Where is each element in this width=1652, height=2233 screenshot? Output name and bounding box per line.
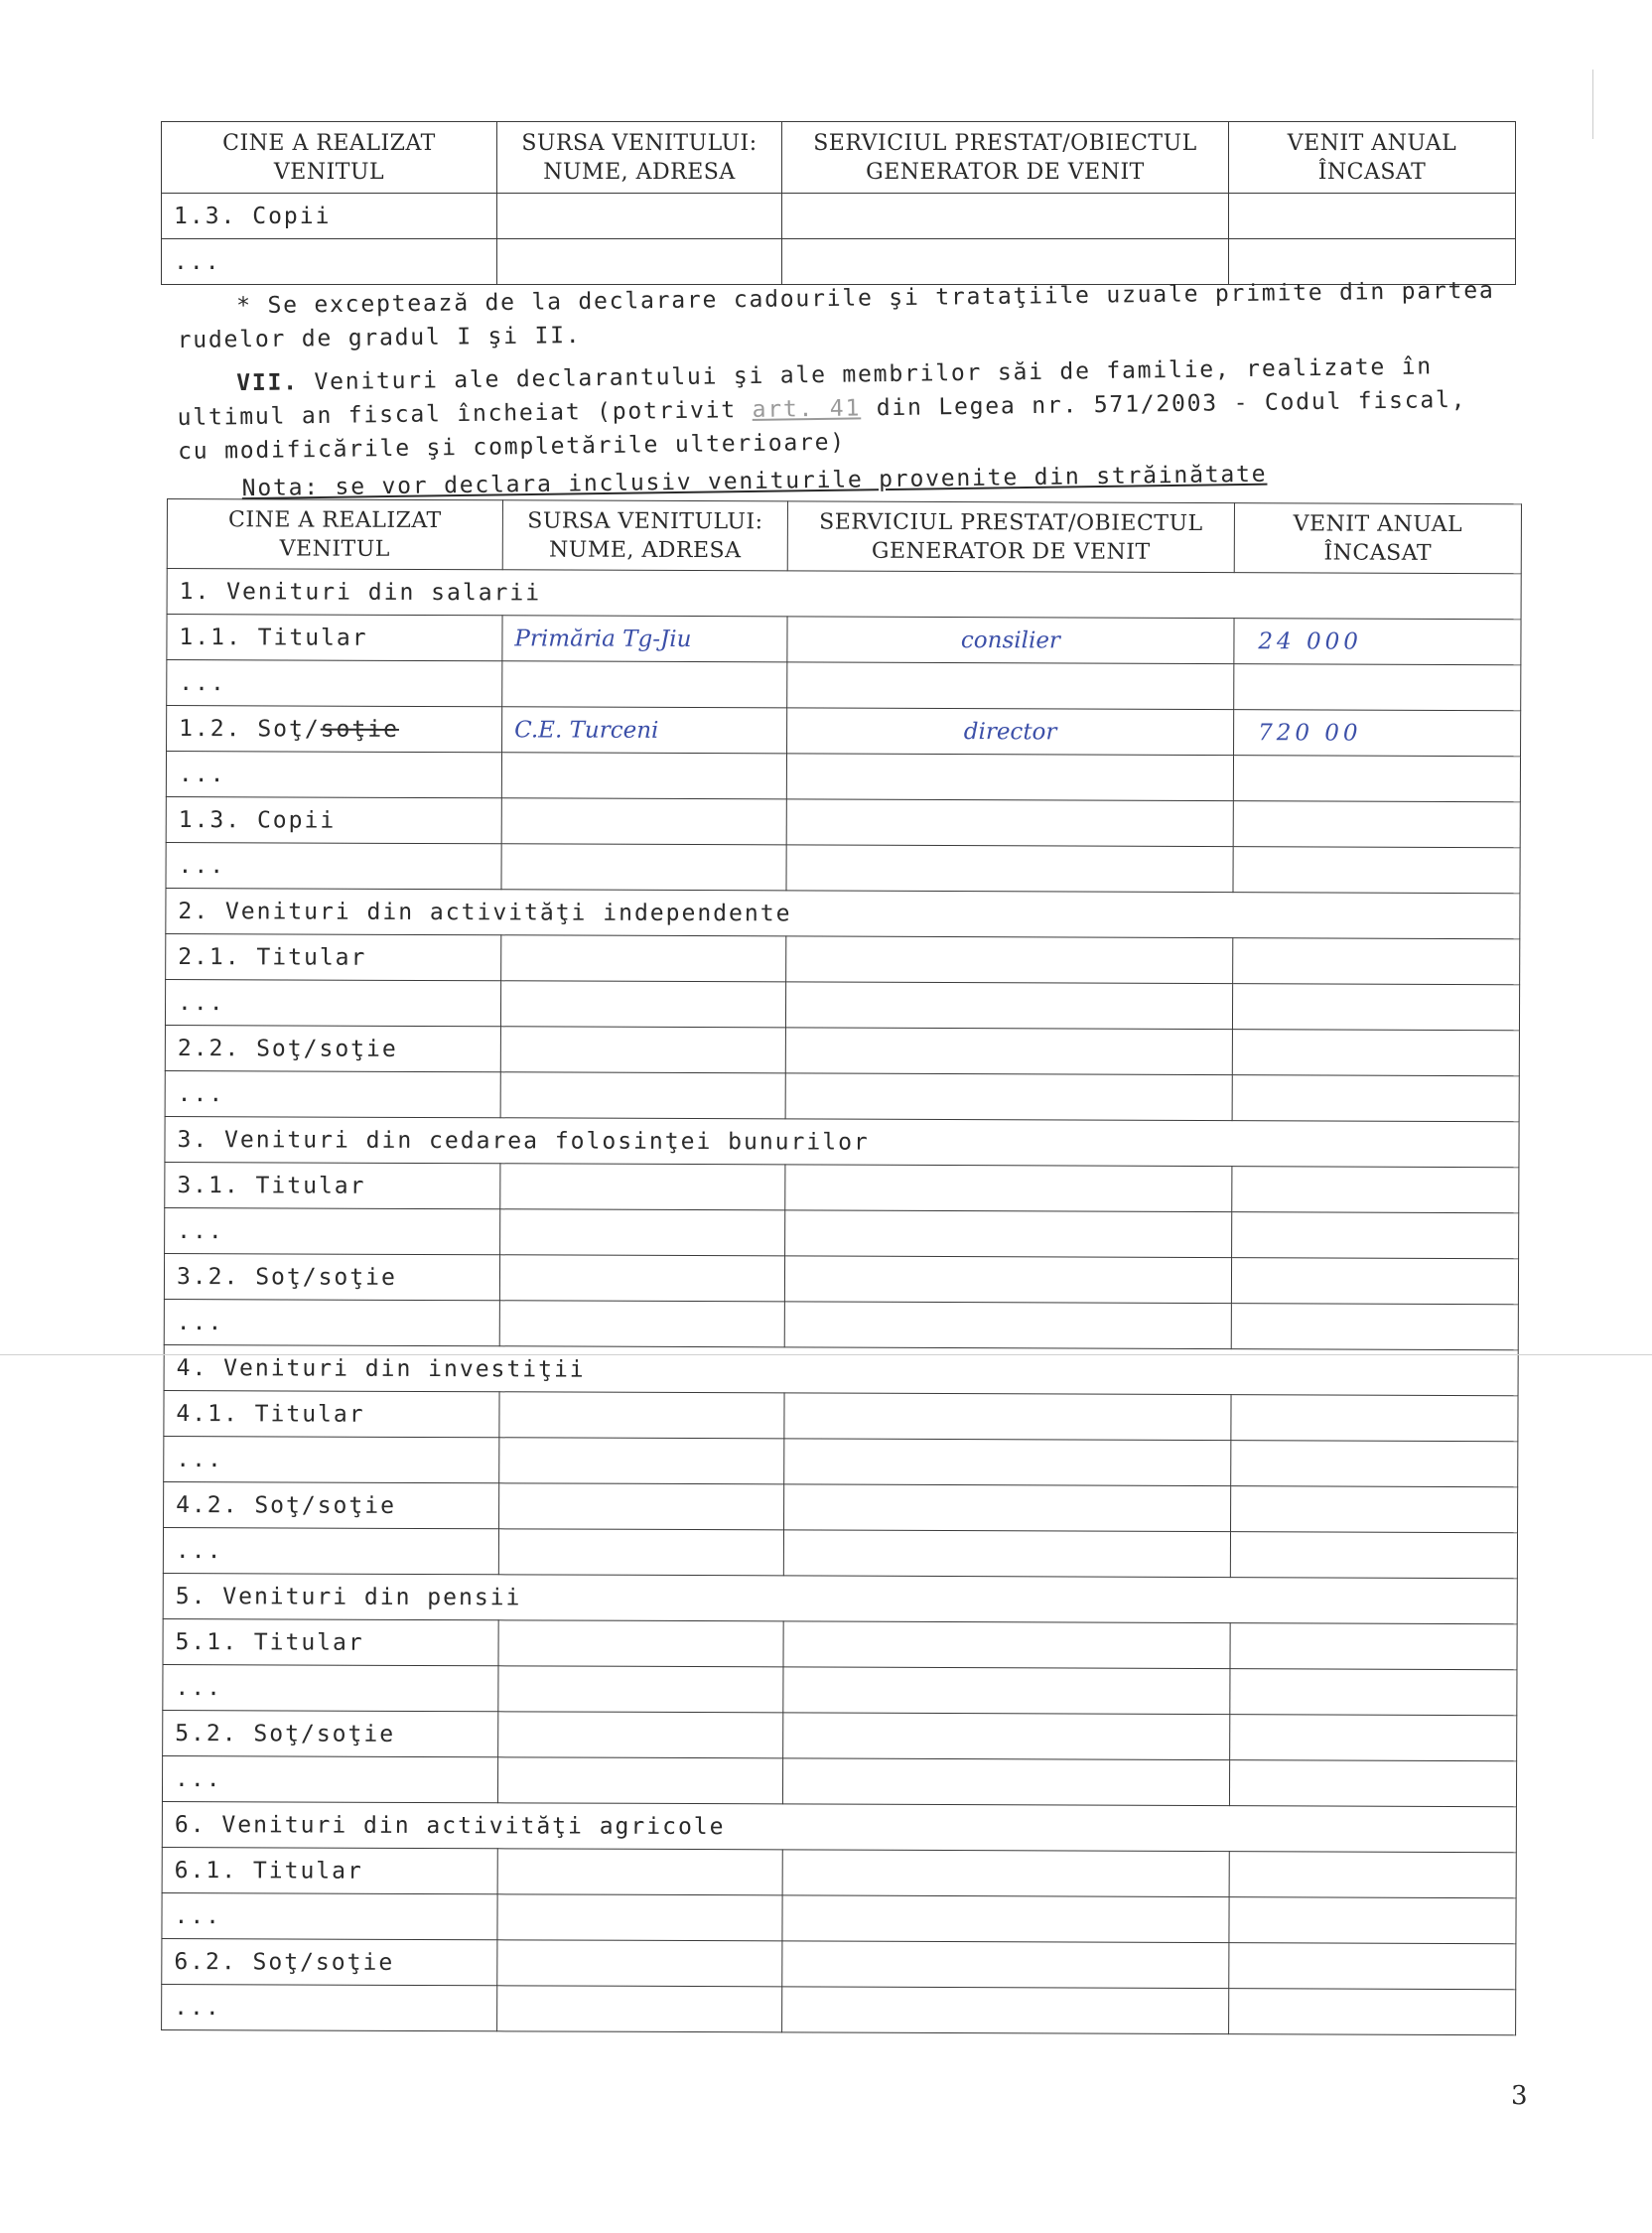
service-cell [785, 1028, 1232, 1075]
row-label-spouse: 6.2. Soţ/soţie [162, 1938, 497, 1985]
header-who: CINE A REALIZAT VENITUL [162, 122, 497, 194]
fiscal-code-article-link[interactable]: art. 41 [752, 395, 862, 423]
service-cell [784, 1302, 1231, 1349]
section-title-line-2b: din Legea nr. 571/2003 - Codul fiscal, [860, 386, 1467, 422]
amount-cell [1232, 1212, 1519, 1259]
section-title-property-use: 3. Venituri din cedarea folosinţei bunurilor [165, 1116, 1519, 1167]
amount-cell [1230, 1669, 1517, 1716]
service-cell [785, 1165, 1232, 1212]
source-cell [498, 1712, 783, 1758]
source-cell [500, 1209, 785, 1256]
amount-cell [1229, 194, 1516, 239]
header-amount: VENIT ANUAL ÎNCASAT [1234, 503, 1521, 574]
source-cell [497, 239, 782, 285]
source-cell [500, 1072, 785, 1119]
amount-cell [1231, 1395, 1518, 1442]
amount-cell [1229, 1989, 1516, 2035]
header-amount: VENIT ANUAL ÎNCASAT [1229, 122, 1516, 194]
section-title-investments: 4. Venituri din investiţii [164, 1344, 1518, 1395]
source-cell [501, 935, 786, 982]
service-cell [782, 194, 1229, 239]
scan-artifact [1592, 70, 1593, 139]
amount-cell [1230, 1623, 1517, 1670]
amount-cell [1232, 1167, 1519, 1213]
service-cell [786, 799, 1233, 847]
row-label-spouse: 4.2. Soţ/soţie [164, 1481, 499, 1528]
source-cell [498, 1620, 783, 1667]
service-cell [783, 1667, 1230, 1715]
annual-income-handwritten: 720 00 [1234, 710, 1521, 757]
service-cell [786, 754, 1233, 801]
amount-cell [1232, 1030, 1519, 1076]
income-source-handwritten: C.E. Turceni [502, 707, 787, 754]
source-cell [499, 1438, 784, 1484]
service-cell [782, 1758, 1229, 1806]
page-number: 3 [1511, 2081, 1528, 2111]
source-cell [497, 1940, 782, 1987]
annual-income-handwritten: 24 000 [1234, 619, 1521, 665]
source-cell [501, 798, 786, 845]
row-label: ... [164, 1436, 499, 1482]
service-cell [784, 1256, 1231, 1304]
source-cell [497, 1894, 782, 1941]
service-cell [787, 662, 1234, 710]
service-cell [786, 845, 1233, 893]
amount-cell [1234, 664, 1521, 711]
service-cell [784, 1484, 1231, 1532]
footnote [177, 274, 1495, 357]
row-label: ... [166, 752, 501, 798]
source-cell [499, 1392, 784, 1439]
header-source: SURSA VENITULUI: NUME, ADRESA [497, 122, 782, 194]
service-cell [783, 1530, 1230, 1578]
row-label: ... [164, 1299, 499, 1345]
row-label: ... [162, 239, 497, 285]
row-label: ... [163, 1527, 498, 1574]
row-label-spouse: 2.2. Soţ/soţie [165, 1025, 500, 1071]
scan-artifact [0, 1354, 1652, 1355]
section-roman-numeral: VII. [236, 369, 300, 397]
source-cell [500, 981, 785, 1028]
service-handwritten: director [787, 708, 1234, 756]
amount-cell [1233, 756, 1520, 802]
row-label-children: 1.3. Copii [166, 796, 501, 843]
service-cell [785, 1073, 1232, 1121]
source-cell [497, 1757, 782, 1804]
spouse-label-prefix: 1.2. Soţ/ [179, 715, 321, 743]
section-title-line-3: cu modificările şi completările ulterioare) [178, 429, 847, 465]
section-title-line-1: Venituri ale declarantului şi ale membrilor săi de familie, realizate în [298, 353, 1434, 396]
row-label-titular: 1.1. Titular [167, 615, 502, 661]
row-label-titular: 5.1. Titular [163, 1618, 498, 1665]
row-label: ... [162, 1755, 497, 1802]
row-label: ... [165, 979, 500, 1026]
income-table-gifts-continuation [161, 121, 1516, 285]
section-title-independent: 2. Venituri din activităţi independente [166, 888, 1520, 938]
footnote-line-2: rudelor de gradul I şi II. [177, 323, 582, 353]
service-cell [785, 982, 1232, 1030]
footnote-line-1: * Se exceptează de la declarare cadourile şi trataţiile uzuale primite din partea [236, 277, 1495, 320]
amount-cell [1229, 1852, 1516, 1898]
source-cell [498, 1529, 783, 1576]
source-cell [497, 194, 782, 239]
amount-cell [1231, 1258, 1518, 1305]
row-label: ... [162, 1892, 497, 1939]
row-label: ... [167, 660, 502, 707]
service-cell [785, 1210, 1232, 1258]
source-cell [501, 844, 786, 891]
source-cell [499, 1301, 784, 1347]
row-label-spouse: 5.2. Soţ/soţie [163, 1710, 498, 1756]
service-cell [784, 1393, 1231, 1441]
amount-cell [1231, 1486, 1518, 1533]
section-title-agricultural: 6. Venituri din activităţi agricole [162, 1801, 1516, 1852]
row-label: ... [165, 1207, 500, 1254]
row-label-titular: 2.1. Titular [166, 933, 501, 980]
source-cell [497, 1849, 782, 1895]
source-cell [499, 1483, 784, 1530]
row-label-titular: 4.1. Titular [164, 1390, 499, 1437]
amount-cell [1230, 1532, 1517, 1579]
amount-cell [1230, 1715, 1517, 1761]
section-title-pensions: 5. Venituri din pensii [163, 1573, 1517, 1623]
source-cell [498, 1666, 783, 1713]
source-cell [500, 1164, 785, 1210]
source-cell [501, 753, 786, 799]
service-cell [783, 1713, 1230, 1760]
amount-cell [1233, 801, 1520, 848]
amount-cell [1229, 1943, 1516, 1990]
section-title-line-2a: ultimul an fiscal încheiat (potrivit [177, 396, 753, 431]
service-cell [782, 1850, 1229, 1897]
income-source-handwritten: Primăria Tg-Jiu [502, 616, 787, 662]
service-handwritten: consilier [787, 617, 1234, 664]
amount-cell [1232, 984, 1519, 1031]
row-label-titular: 6.1. Titular [162, 1847, 497, 1893]
row-label: ... [165, 1070, 500, 1117]
source-cell [500, 1027, 785, 1073]
amount-cell [1231, 1441, 1518, 1487]
source-cell [497, 1986, 782, 2032]
service-cell [786, 936, 1233, 984]
source-cell [499, 1255, 784, 1302]
source-cell [502, 661, 787, 708]
header-who: CINE A REALIZAT VENITUL [167, 499, 502, 570]
header-source: SURSA VENITULUI: NUME, ADRESA [502, 500, 787, 571]
header-service: SERVICIUL PRESTAT/OBIECTUL GENERATOR DE VENIT [787, 501, 1234, 573]
service-cell [782, 1895, 1229, 1943]
section-title-salaries: 1. Venituri din salarii [167, 569, 1521, 620]
section-vii-heading [177, 349, 1468, 506]
row-label-spouse [167, 706, 502, 753]
service-cell [783, 1621, 1230, 1669]
service-cell [782, 1941, 1229, 1989]
row-label: ... [163, 1664, 498, 1711]
amount-cell [1233, 847, 1520, 894]
amount-cell [1229, 1897, 1516, 1944]
row-label-spouse: 3.2. Soţ/soţie [164, 1253, 499, 1300]
service-cell [782, 1987, 1229, 2034]
income-table [161, 498, 1522, 2035]
amount-cell [1231, 1304, 1518, 1350]
header-service: SERVICIUL PRESTAT/OBIECTUL GENERATOR DE VENIT [782, 122, 1229, 194]
amount-cell [1232, 1075, 1519, 1122]
amount-cell [1233, 938, 1520, 985]
row-label: 1.3. Copii [162, 194, 497, 239]
service-cell [784, 1439, 1231, 1486]
section-note: Nota: se vor declara inclusiv veniturile provenite din străinătate [241, 461, 1268, 502]
row-label: ... [166, 842, 501, 889]
spouse-label-struck: soţie [320, 716, 400, 743]
amount-cell [1229, 1760, 1516, 1807]
row-label: ... [162, 1984, 497, 2030]
row-label-titular: 3.1. Titular [165, 1162, 500, 1208]
